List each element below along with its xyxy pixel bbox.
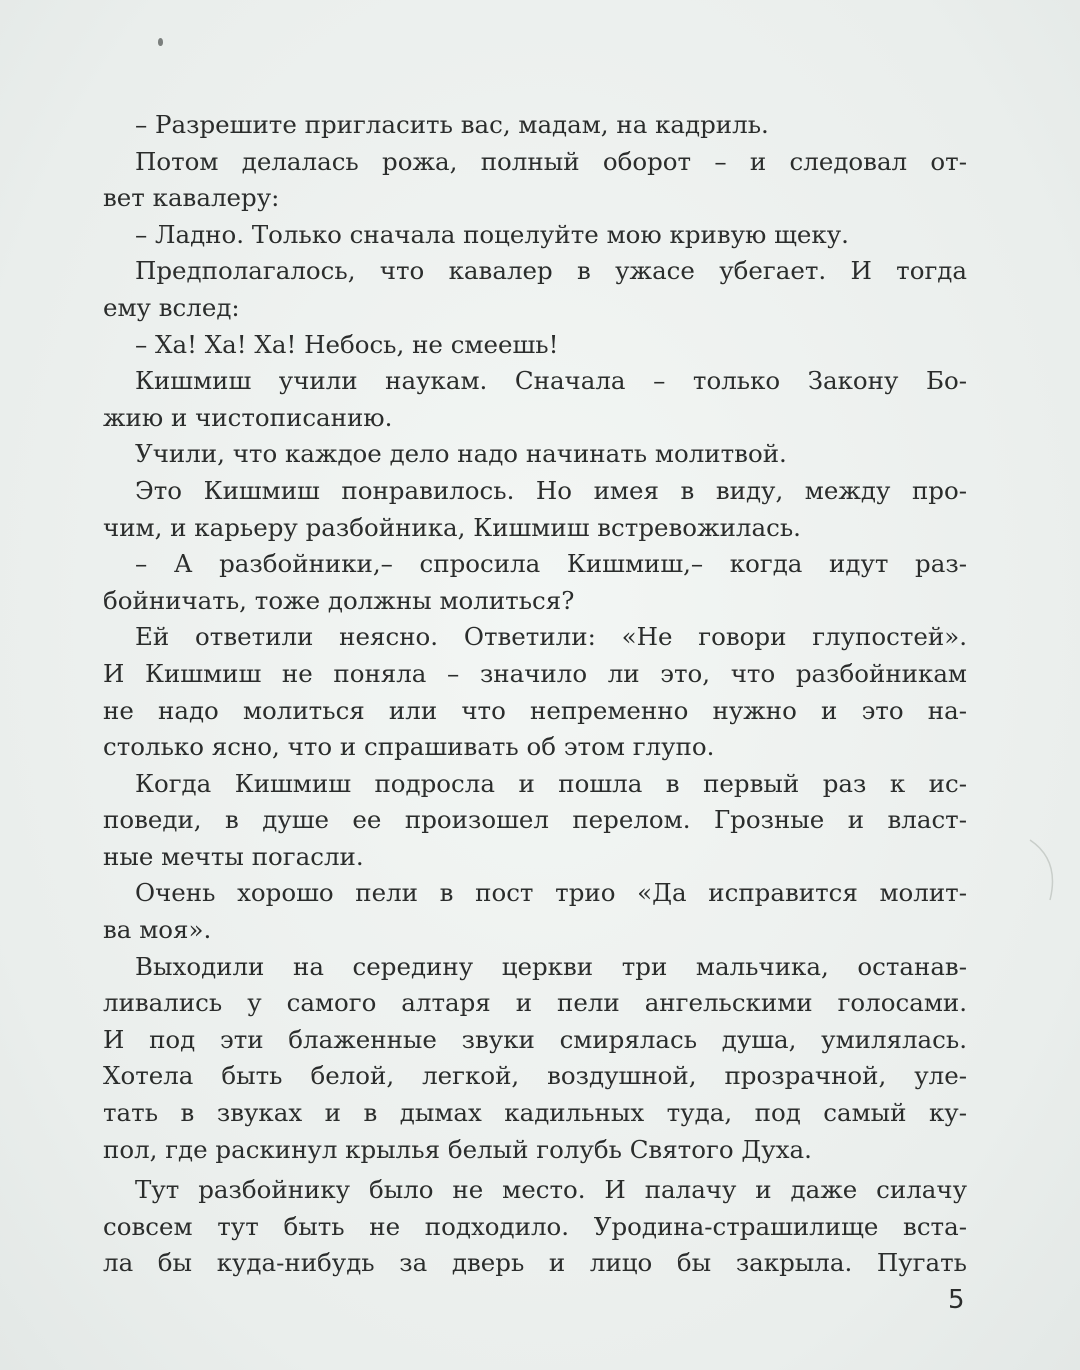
text-line: – Ладно. Только сначала поцелуйте мою кривую щеку. <box>135 219 849 249</box>
text-line: Очень хорошо пели в пост трио «Да исправится молит- <box>135 878 967 908</box>
paragraph <box>103 546 967 619</box>
text-line: Кишмиш учили наукам. Сначала – только Закону Бо- <box>135 366 967 396</box>
paragraph <box>103 1172 967 1282</box>
text-line: совсем тут быть не подходило. Уродина-страшилище вста- <box>103 1211 967 1241</box>
text-line: не надо молиться или что непременно нужно и это на- <box>103 695 967 725</box>
text-line: бойничать, тоже должны молиться? <box>103 585 575 615</box>
ink-speck <box>158 38 163 46</box>
text-line: ные мечты погасли. <box>103 841 364 871</box>
text-line: Тут разбойнику было не место. И палачу и даже силачу <box>135 1175 967 1205</box>
paragraph <box>103 253 967 326</box>
text-line: Это Кишмиш понравилось. Но имея в виду, между про- <box>135 475 967 505</box>
text-line: Когда Кишмиш подросла и пошла в первый раз к ис- <box>135 768 967 798</box>
text-line: вет кавалеру: <box>103 183 280 213</box>
text-line: Потом делалась рожа, полный оборот – и следовал от- <box>135 146 967 176</box>
paragraph <box>103 363 967 436</box>
text-line: столько ясно, что и спрашивать об этом глупо. <box>103 732 715 762</box>
paragraph <box>103 144 967 217</box>
text-line: Предполагалось, что кавалер в ужасе убегает. И тогда <box>135 256 967 286</box>
paragraph <box>103 217 967 254</box>
text-line: пол, где раскинул крылья белый голубь Святого Духа. <box>103 1134 812 1164</box>
text-line: Выходили на середину церкви три мальчика, останав- <box>135 951 967 981</box>
text-line: Учили, что каждое дело надо начинать молитвой. <box>135 439 787 469</box>
page-number: 5 <box>948 1285 965 1315</box>
text-line: ва моя». <box>103 915 212 945</box>
paragraph <box>103 107 967 144</box>
text-line: И под эти блаженные звуки смирялась душа, умилялась. <box>103 1024 967 1054</box>
paragraph <box>103 436 967 473</box>
text-line: И Кишмиш не поняла – значило ли это, что разбойникам <box>103 658 967 688</box>
paragraph <box>103 619 967 765</box>
text-line: чим, и карьеру разбойника, Кишмиш встревожилась. <box>103 512 801 542</box>
text-line: ему вслед: <box>103 292 240 322</box>
text-line: Хотела быть белой, легкой, воздушной, прозрачной, уле- <box>103 1061 967 1091</box>
paragraph <box>103 766 967 876</box>
text-line: – А разбойники,– спросила Кишмиш,– когда идут раз- <box>135 549 967 579</box>
text-line: жию и чистописанию. <box>103 402 393 432</box>
text-line: – Разрешите пригласить вас, мадам, на кадриль. <box>135 110 769 139</box>
body-text <box>103 107 967 1282</box>
paragraph <box>103 949 967 1169</box>
paragraph <box>103 327 967 364</box>
text-line: ла бы куда-нибудь за дверь и лицо бы закрыла. Пугать <box>103 1248 967 1278</box>
text-line: поведи, в душе ее произошел перелом. Грозные и власт- <box>103 805 967 835</box>
text-line: – Ха! Ха! Ха! Небось, не смеешь! <box>135 329 559 359</box>
text-line: ливались у самого алтаря и пели ангельскими голосами. <box>103 988 967 1018</box>
text-line: тать в звуках и в дымах кадильных туда, под самый ку- <box>103 1098 967 1128</box>
paragraph <box>103 875 967 948</box>
paragraph <box>103 473 967 546</box>
text-line: Ей ответили неясно. Ответили: «Не говори глупостей». <box>135 622 967 652</box>
